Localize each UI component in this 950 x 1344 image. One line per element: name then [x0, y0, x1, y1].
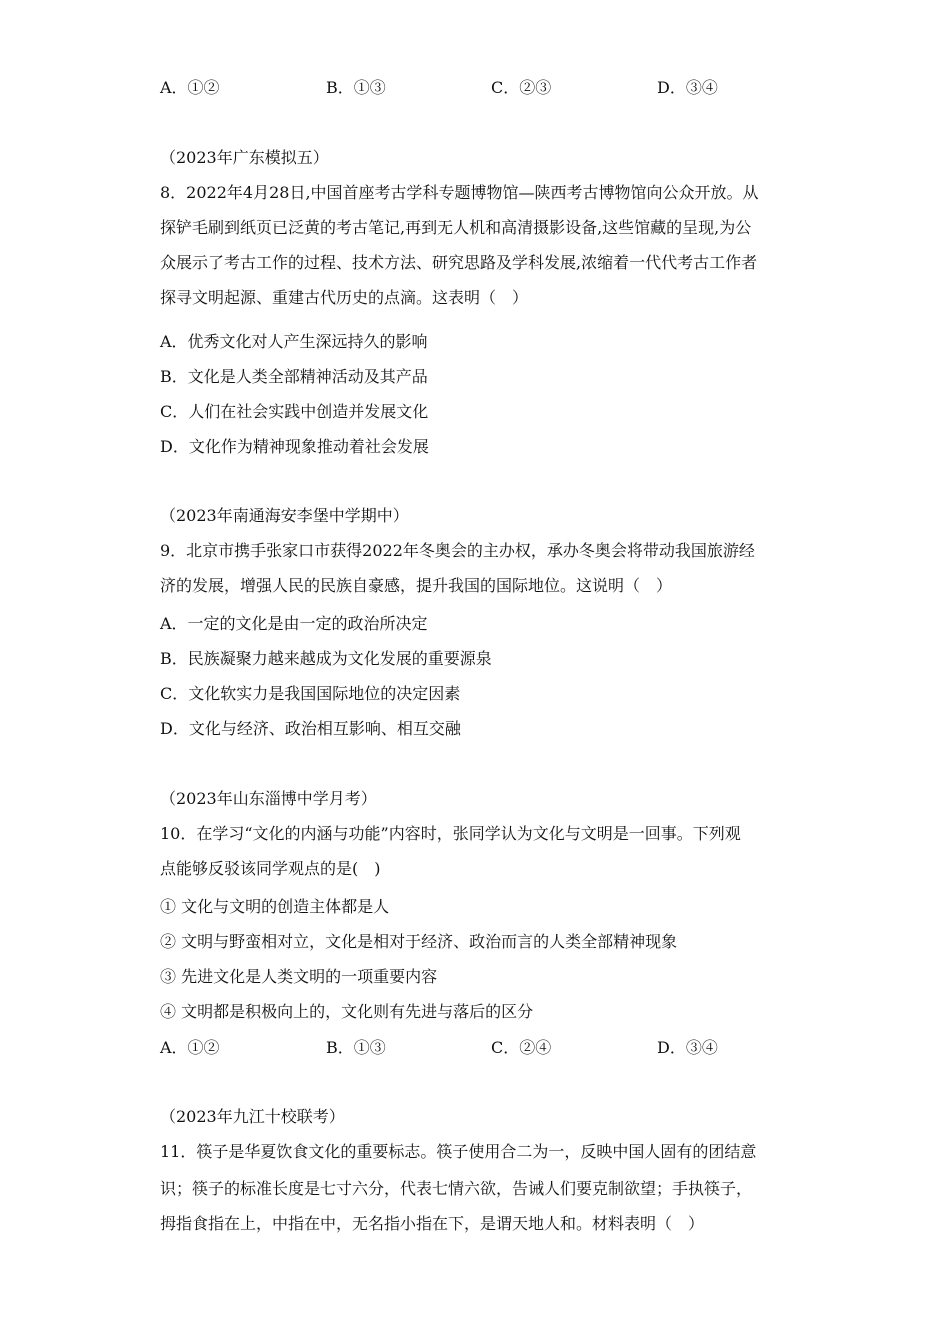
option-a[interactable]: A．①②	[160, 78, 220, 97]
q10-option-c[interactable]: C．②④	[491, 1038, 552, 1057]
q10-option-b[interactable]: B．①③	[326, 1038, 386, 1057]
q10-source: （2023年山东淄博中学月考）	[160, 789, 377, 808]
q8-source: （2023年广东模拟五）	[160, 148, 329, 167]
q10-statement-1: ① 文化与文明的创造主体都是人	[160, 897, 390, 916]
q8-option-c[interactable]: C．人们在社会实践中创造并发展文化	[160, 402, 429, 421]
q10-option-a[interactable]: A．①②	[160, 1038, 220, 1057]
q10-statement-2: ② 文明与野蛮相对立，文化是相对于经济、政治而言的人类全部精神现象	[160, 932, 678, 951]
q11-stem-line-3: 拇指食指在上，中指在中，无名指小指在下，是谓天地人和。材料表明（ ）	[160, 1214, 705, 1233]
option-d[interactable]: D．③④	[657, 78, 718, 97]
q10-stem-line-2: 点能够反驳该同学观点的是( )	[160, 859, 381, 878]
option-c[interactable]: C．②③	[491, 78, 552, 97]
q10-statement-3: ③ 先进文化是人类文明的一项重要内容	[160, 967, 438, 986]
q8-option-b[interactable]: B．文化是人类全部精神活动及其产品	[160, 367, 428, 386]
q11-source: （2023年九江十校联考）	[160, 1107, 345, 1126]
q8-stem-line-1: 8．2022年4月28日,中国首座考古学科专题博物馆—陕西考古博物馆向公众开放。从	[160, 183, 759, 202]
q9-option-d[interactable]: D．文化与经济、政治相互影响、相互交融	[160, 719, 461, 738]
q10-options	[160, 1037, 800, 1059]
q9-source: （2023年南通海安李堡中学期中）	[160, 506, 409, 525]
q8-stem-line-3: 众展示了考古工作的过程、技术方法、研究思路及学科发展,浓缩着一代代考古工作者	[160, 253, 758, 272]
option-b[interactable]: B．①③	[326, 78, 386, 97]
q8-option-d[interactable]: D．文化作为精神现象推动着社会发展	[160, 437, 429, 456]
q9-stem-line-2: 济的发展，增强人民的民族自豪感，提升我国的国际地位。这说明（ ）	[160, 576, 673, 595]
q9-option-c[interactable]: C．文化软实力是我国国际地位的决定因素	[160, 684, 461, 703]
q8-stem-line-2: 探铲毛刷到纸页已泛黄的考古笔记,再到无人机和高清摄影设备,这些馆藏的呈现,为公	[160, 218, 752, 237]
q8-stem-line-4: 探寻文明起源、重建古代历史的点滴。这表明（ ）	[160, 288, 529, 307]
q10-option-d[interactable]: D．③④	[657, 1038, 718, 1057]
q7-options	[160, 77, 800, 99]
q9-option-a[interactable]: A．一定的文化是由一定的政治所决定	[160, 614, 428, 633]
q11-stem-line-1: 11．筷子是华夏饮食文化的重要标志。筷子使用合二为一，反映中国人固有的团结意	[160, 1142, 757, 1161]
q10-statement-4: ④ 文明都是积极向上的，文化则有先进与落后的区分	[160, 1002, 534, 1021]
q8-option-a[interactable]: A．优秀文化对人产生深远持久的影响	[160, 332, 428, 351]
q11-stem-line-2: 识；筷子的标准长度是七寸六分，代表七情六欲，告诫人们要克制欲望；手执筷子，	[160, 1179, 753, 1198]
q10-stem-line-1: 10．在学习“文化的内涵与功能”内容时，张同学认为文化与文明是一回事。下列观	[160, 824, 741, 843]
q9-stem-line-1: 9．北京市携手张家口市获得2022年冬奥会的主办权，承办冬奥会将带动我国旅游经	[160, 541, 755, 560]
q9-option-b[interactable]: B．民族凝聚力越来越成为文化发展的重要源泉	[160, 649, 492, 668]
